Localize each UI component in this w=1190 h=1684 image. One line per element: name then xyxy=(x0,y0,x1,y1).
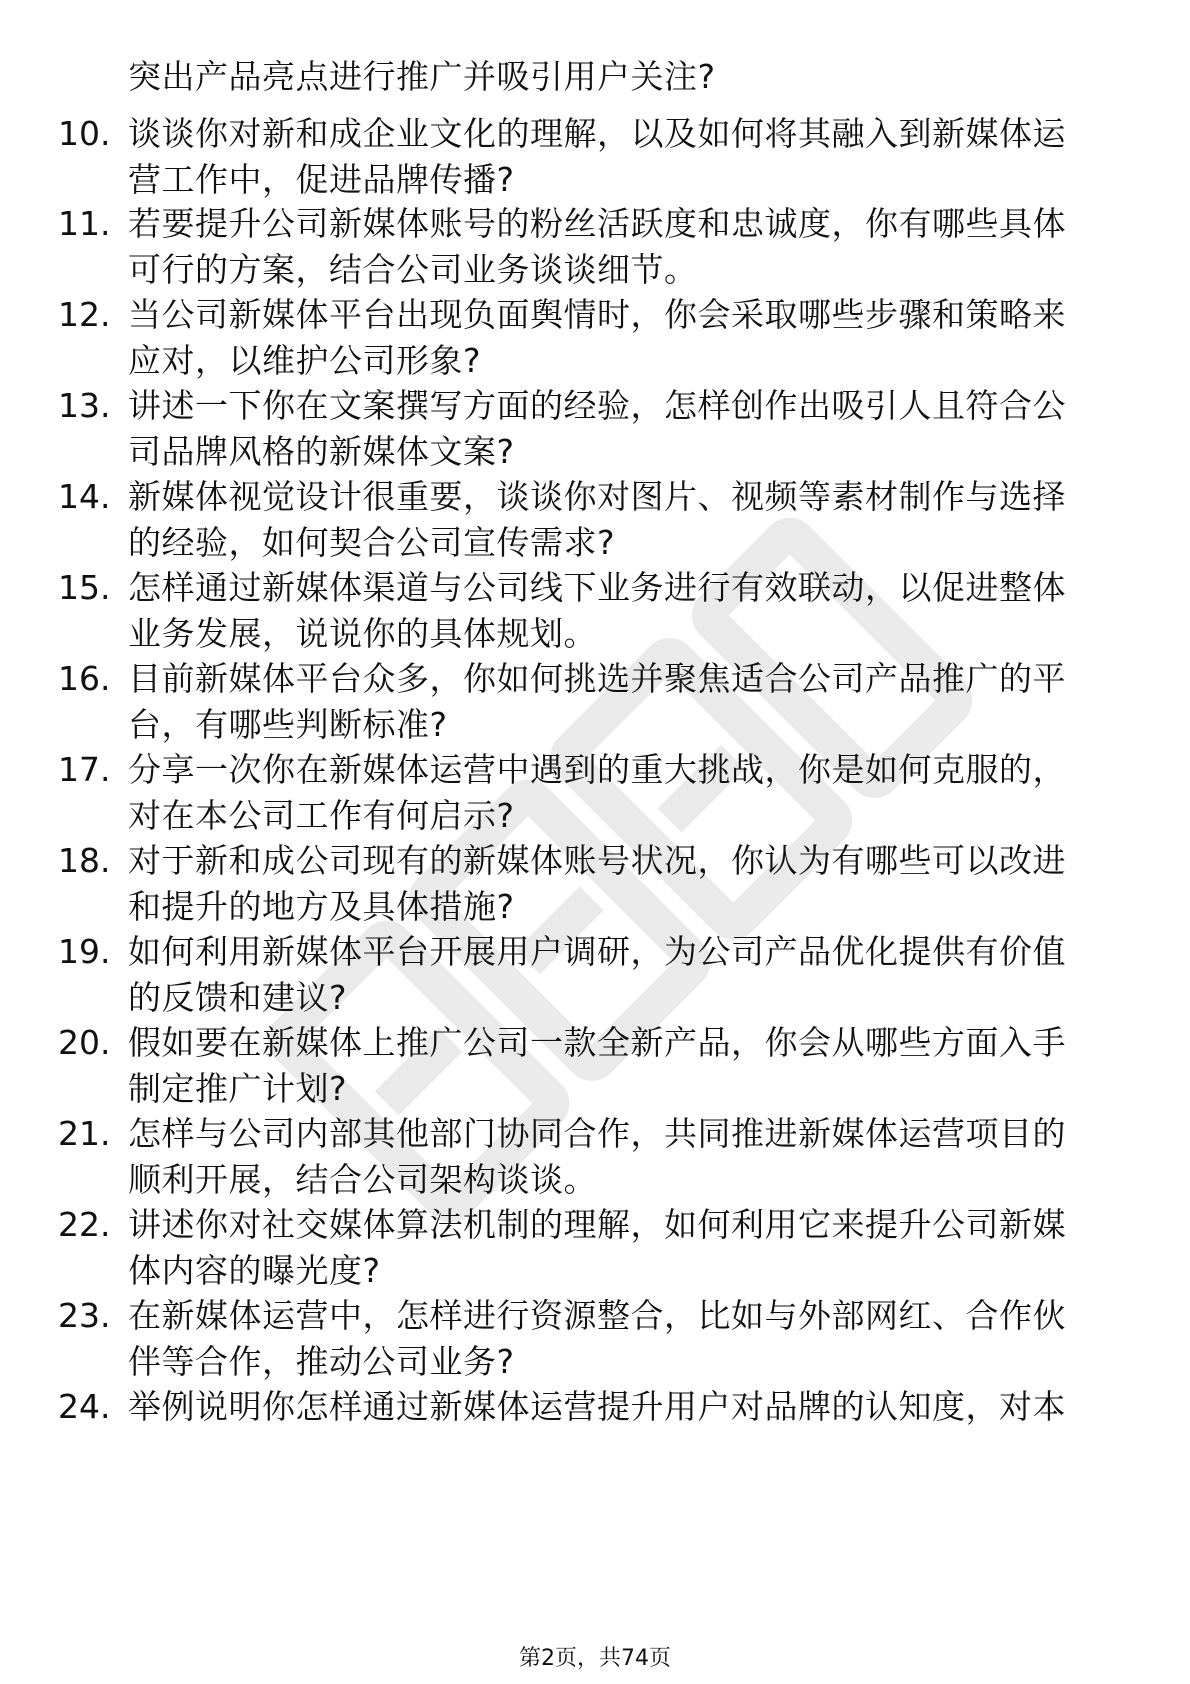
question-text: 如何利用新媒体平台开展用户调研，为公司产品优化提供有价值 的反馈和建议? xyxy=(128,932,1066,1017)
question-number: 15. xyxy=(58,568,111,607)
question-text: 怎样与公司内部其他部门协同合作，共同推进新媒体运营项目的 顺利开展，结合公司架构谈谈。 xyxy=(128,1114,1066,1199)
question-text: 目前新媒体平台众多，你如何挑选并聚焦适合公司产品推广的平 台，有哪些判断标准? xyxy=(128,659,1066,744)
question-number: 16. xyxy=(58,659,111,698)
question-text: 怎样通过新媒体渠道与公司线下业务进行有效联动，以促进整体 业务发展，说说你的具体规划。 xyxy=(128,568,1066,653)
question-text: 分享一次你在新媒体运营中遇到的重大挑战，你是如何克服的， 对在本公司工作有何启示? xyxy=(128,750,1066,835)
question-text: 若要提升公司新媒体账号的粉丝活跃度和忠诚度，你有哪些具体 可行的方案，结合公司业务谈谈细节。 xyxy=(128,204,1066,289)
question-text: 在新媒体运营中，怎样进行资源整合，比如与外部网红、合作伙 伴等合作，推动公司业务? xyxy=(128,1296,1066,1381)
question-number: 11. xyxy=(58,204,111,243)
question-number: 18. xyxy=(58,841,111,880)
question-text: 举例说明你怎样通过新媒体运营提升用户对品牌的认知度，对本 xyxy=(128,1387,1066,1426)
question-number: 10. xyxy=(58,114,111,153)
question-text: 新媒体视觉设计很重要，谈谈你对图片、视频等素材制作与选择 的经验，如何契合公司宣传需求? xyxy=(128,477,1066,562)
question-number: 24. xyxy=(58,1387,111,1426)
question-text: 讲述一下你在文案撰写方面的经验，怎样创作出吸引人且符合公 司品牌风格的新媒体文案? xyxy=(128,386,1066,471)
page-footer: 第2页，共74页 xyxy=(519,1646,671,1671)
question-number: 12. xyxy=(58,295,111,334)
question-number: 19. xyxy=(58,932,111,971)
question-number: 21. xyxy=(58,1114,111,1153)
continuation-text: 突出产品亮点进行推广并吸引用户关注? xyxy=(128,57,716,96)
question-number: 20. xyxy=(58,1023,111,1062)
question-number: 22. xyxy=(58,1205,111,1244)
question-number: 14. xyxy=(58,477,111,516)
question-number: 13. xyxy=(58,386,111,425)
question-number: 23. xyxy=(58,1296,111,1335)
question-text: 谈谈你对新和成企业文化的理解，以及如何将其融入到新媒体运 营工作中，促进品牌传播? xyxy=(128,114,1066,199)
question-text: 当公司新媒体平台出现负面舆情时，你会采取哪些步骤和策略来 应对，以维护公司形象? xyxy=(128,295,1066,380)
question-number: 17. xyxy=(58,750,111,789)
question-text: 对于新和成公司现有的新媒体账号状况，你认为有哪些可以改进 和提升的地方及具体措施? xyxy=(128,841,1066,926)
question-text: 假如要在新媒体上推广公司一款全新产品，你会从哪些方面入手 制定推广计划? xyxy=(128,1023,1066,1108)
question-text: 讲述你对社交媒体算法机制的理解，如何利用它来提升公司新媒 体内容的曝光度? xyxy=(128,1205,1066,1290)
